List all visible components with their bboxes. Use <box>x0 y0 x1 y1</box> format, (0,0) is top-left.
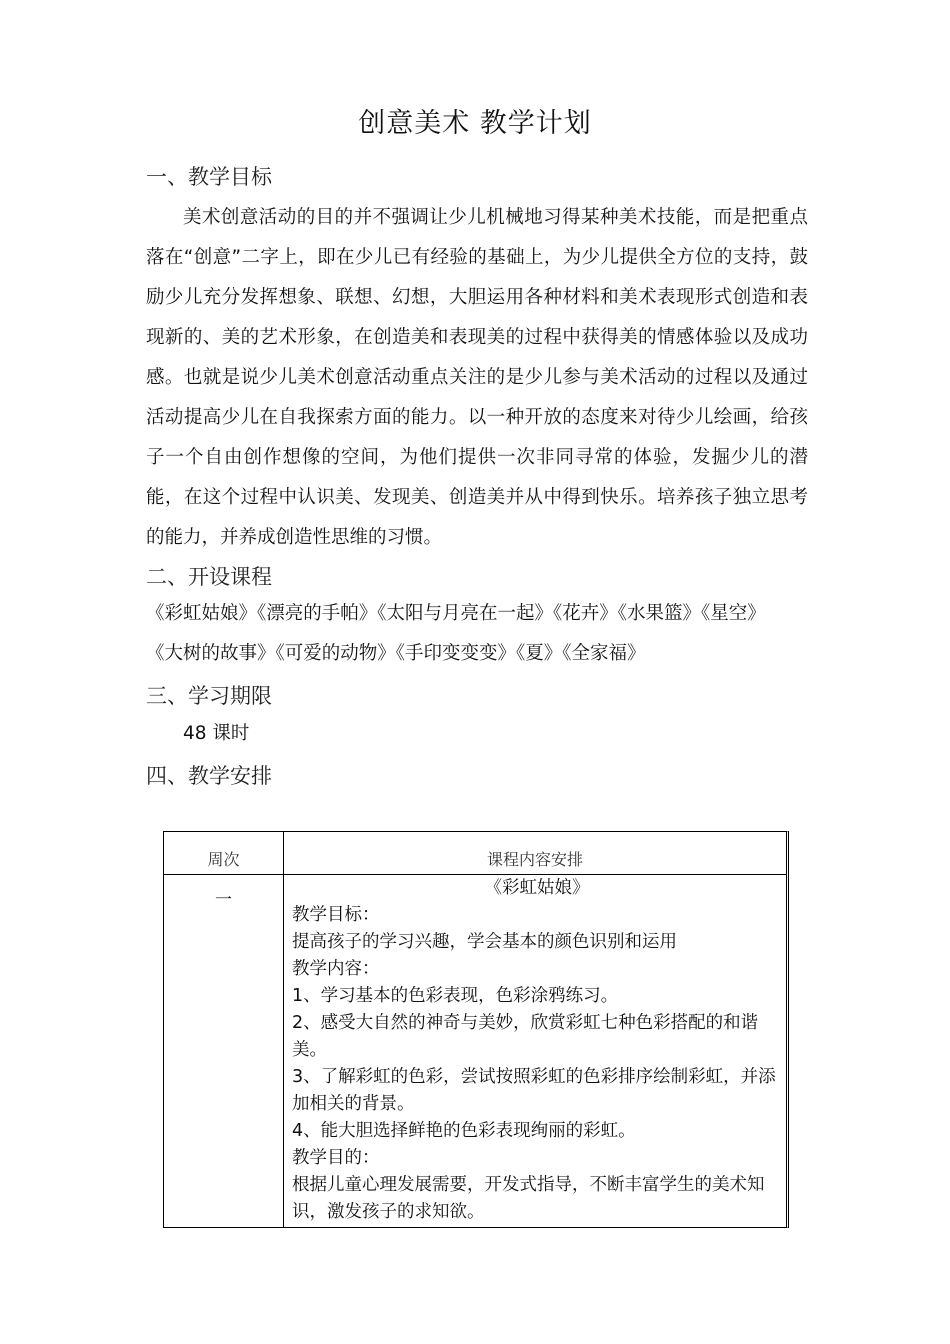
content-line: 3、了解彩虹的色彩，尝试按照彩虹的色彩排序绘制彩虹，并添加相关的背景。 <box>292 1067 776 1114</box>
content-line: 教学内容： <box>292 959 380 979</box>
section-heading-period: 三、学习期限 <box>146 684 272 708</box>
section-heading-schedule: 四、教学安排 <box>146 764 272 788</box>
period-value: 48 课时 <box>183 723 250 744</box>
section-heading-courses: 二、开设课程 <box>146 565 272 589</box>
content-line: 教学目标： <box>292 905 380 925</box>
content-line: 根据儿童心理发展需要，开发式指导，不断丰富学生的美术知识，激发孩子的求知欲。 <box>292 1175 765 1222</box>
content-line: 2、感受大自然的神奇与美妙，欣赏彩虹七种色彩搭配的和谐美。 <box>292 1013 759 1060</box>
content-line: 1、学习基本的色彩表现，色彩涂鸦练习。 <box>292 986 619 1006</box>
course-list-line: 《大树的故事》《可爱的动物》《手印变变变》《夏》《全家福》 <box>146 643 646 664</box>
week-cell: 一 <box>215 890 232 910</box>
header-content: 课程内容安排 <box>486 850 583 869</box>
content-cell <box>292 875 782 1226</box>
header-week: 周次 <box>207 850 240 869</box>
course-list-line: 《彩虹姑娘》《漂亮的手帕》《太阳与月亮在一起》《花卉》《水果篮》《星空》 <box>146 603 766 624</box>
content-line: 教学目的： <box>292 1148 380 1168</box>
column-divider <box>283 832 284 1227</box>
content-line: 提高孩子的学习兴趣，学会基本的颜色识别和运用 <box>292 932 677 952</box>
content-line: 4、能大胆选择鲜艳的色彩表现绚丽的彩虹。 <box>292 1121 636 1141</box>
goal-paragraph: 美术创意活动的目的并不强调让少儿机械地习得某种美术技能，而是把重点落在“创意”二字上，即在少儿已有经验的基础上，为少儿提供全方位的支持，鼓励少儿充分发挥想象、联想、幻想，大胆运用各种材料和美术表现形式创造和表现新的、美的艺术形象，在创造美和表现美的过程中获得美的情感体验以及成功感。也就是说少儿美术创意活动重点关注的是少儿参与美术活动的过程以及通过活动提高少儿在自我探索方面的能力。以一种开放的态度来对待少儿绘画，给孩子一个自由创作想像的空间，为他们提供一次非同寻常的体验，发掘少儿的潜能，在这个过程中认识美、发现美、创造美并从中得到快乐。培养孩子独立思考的能力，并养成创造性思维的习惯。 <box>146 207 808 548</box>
schedule-table <box>163 831 789 1228</box>
page-title: 创意美术 教学计划 <box>358 108 592 139</box>
lesson-title: 《彩虹姑娘》 <box>484 878 590 898</box>
course-list <box>146 594 816 674</box>
section-heading-goal: 一、教学目标 <box>146 165 272 189</box>
